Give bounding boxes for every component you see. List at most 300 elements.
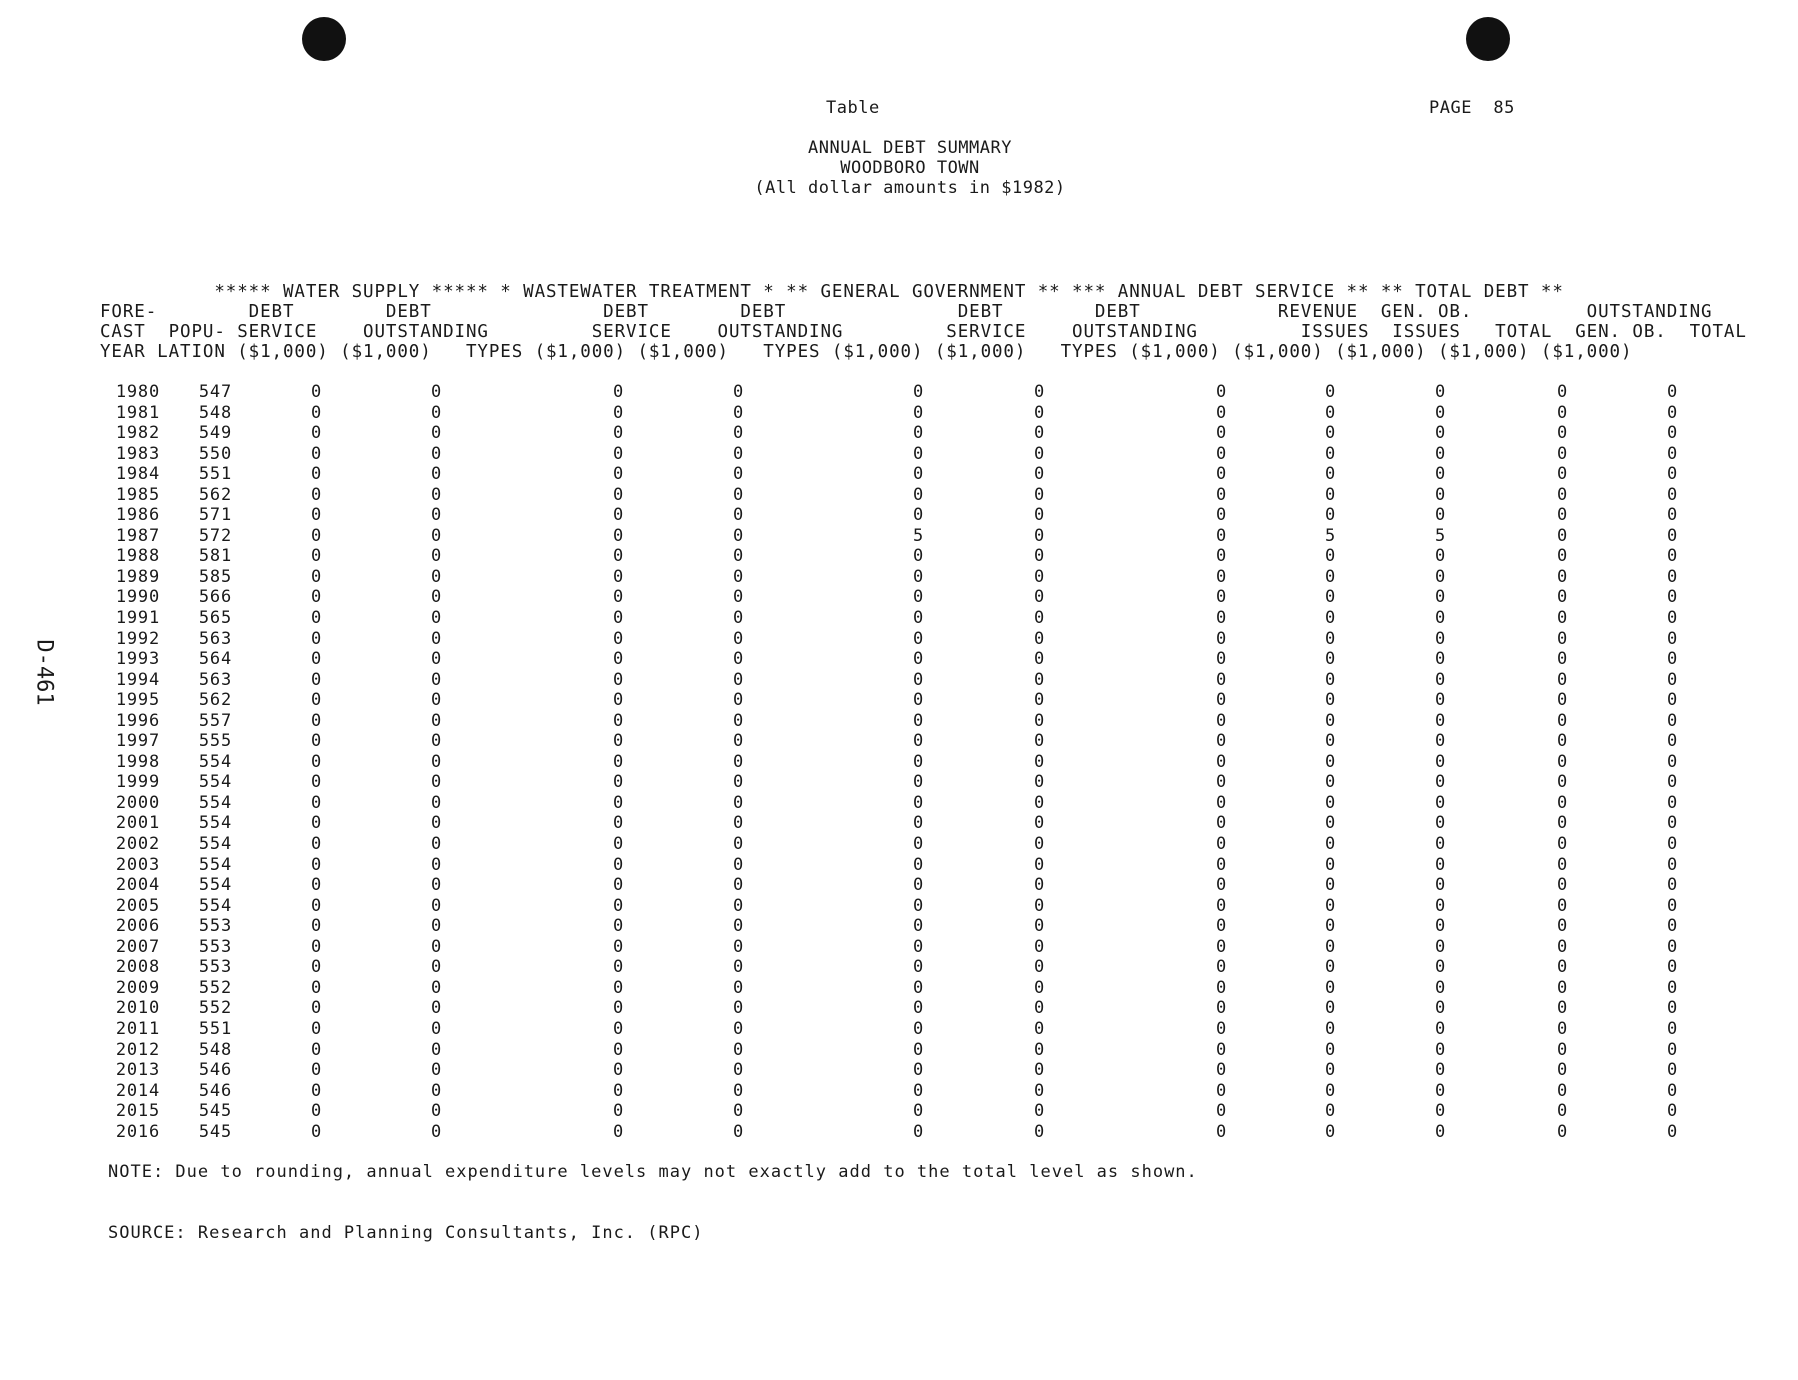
cell-rev: 0 (1215, 608, 1227, 629)
cell-ws-do: 0 (430, 608, 442, 629)
table-row (100, 731, 1678, 752)
cell-ws-do: 0 (430, 1080, 442, 1101)
cell-rev: 0 (1215, 382, 1227, 402)
cell-pop: 552 (198, 977, 232, 998)
cell-rev: 0 (1215, 402, 1227, 423)
cell-pop: 554 (198, 895, 232, 916)
cell-ww-do: 0 (732, 977, 744, 998)
cell-tot-total: 0 (1666, 936, 1678, 957)
cell-tot-total: 0 (1666, 751, 1678, 772)
cell-gg-do: 0 (1033, 690, 1045, 711)
cell-total: 0 (1434, 834, 1446, 855)
table-row (100, 587, 1678, 608)
cell-total: 0 (1434, 751, 1446, 772)
cell-year: 2004 (115, 875, 160, 896)
cell-gg-ds: 0 (912, 751, 924, 772)
cell-pop: 547 (198, 382, 232, 402)
cell-tot-gob: 0 (1556, 936, 1568, 957)
table-row (100, 998, 1678, 1019)
cell-ws-ds: 0 (310, 505, 322, 526)
column-group-header: ***** WATER SUPPLY ***** * WASTEWATER TREATMENT * ** GENERAL GOVERNMENT ** *** ANNUAL DEBT SERVICE ** ** TOTAL DEBT ** (100, 282, 1564, 302)
cell-total: 0 (1434, 382, 1446, 402)
cell-ww-ds: 0 (612, 1121, 624, 1142)
cell-gg-ds: 0 (912, 669, 924, 690)
cell-pop: 572 (198, 525, 232, 546)
cell-ww-ds: 0 (612, 608, 624, 629)
cell-ws-do: 0 (430, 669, 442, 690)
cell-tot-total: 0 (1666, 1039, 1678, 1060)
cell-gob: 0 (1324, 1060, 1336, 1081)
cell-rev: 0 (1215, 525, 1227, 546)
cell-gg-do: 0 (1033, 854, 1045, 875)
cell-tot-total: 0 (1666, 1080, 1678, 1101)
cell-ww-ds: 0 (612, 587, 624, 608)
cell-gg-ds: 0 (912, 423, 924, 444)
cell-ww-ds: 0 (612, 484, 624, 505)
cell-year: 1980 (115, 382, 160, 402)
cell-total: 0 (1434, 628, 1446, 649)
cell-total: 0 (1434, 936, 1446, 957)
cell-gg-do: 0 (1033, 608, 1045, 629)
cell-ws-ds: 0 (310, 710, 322, 731)
cell-ww-do: 0 (732, 669, 744, 690)
cell-gob: 5 (1324, 525, 1336, 546)
cell-pop: 557 (198, 710, 232, 731)
cell-total: 0 (1434, 505, 1446, 526)
cell-gg-ds: 0 (912, 464, 924, 485)
cell-ws-do: 0 (430, 792, 442, 813)
cell-rev: 0 (1215, 834, 1227, 855)
table-row (100, 855, 1678, 876)
cell-gg-do: 0 (1033, 525, 1045, 546)
cell-gob: 0 (1324, 423, 1336, 444)
cell-pop: 562 (198, 484, 232, 505)
cell-ws-ds: 0 (310, 875, 322, 896)
cell-tot-total: 0 (1666, 813, 1678, 834)
cell-tot-total: 0 (1666, 382, 1678, 402)
cell-ws-ds: 0 (310, 628, 322, 649)
cell-ww-ds: 0 (612, 936, 624, 957)
cell-gg-do: 0 (1033, 834, 1045, 855)
table-row (100, 896, 1678, 917)
cell-rev: 0 (1215, 464, 1227, 485)
cell-gg-do: 0 (1033, 423, 1045, 444)
cell-rev: 0 (1215, 669, 1227, 690)
cell-gob: 0 (1324, 957, 1336, 978)
table-row (100, 813, 1678, 834)
cell-ws-do: 0 (430, 1039, 442, 1060)
cell-tot-gob: 0 (1556, 1080, 1568, 1101)
cell-tot-gob: 0 (1556, 834, 1568, 855)
cell-tot-total: 0 (1666, 731, 1678, 752)
cell-gg-do: 0 (1033, 464, 1045, 485)
cell-year: 2010 (115, 998, 160, 1019)
cell-ws-ds: 0 (310, 484, 322, 505)
page-side-label: D-461 (31, 639, 57, 706)
cell-ws-ds: 0 (310, 1018, 322, 1039)
cell-ws-ds: 0 (310, 957, 322, 978)
cell-gg-do: 0 (1033, 792, 1045, 813)
cell-tot-total: 0 (1666, 484, 1678, 505)
cell-total: 0 (1434, 1101, 1446, 1122)
footnote: NOTE: Due to rounding, annual expenditure levels may not exactly add to the total level as shown. (108, 1162, 1198, 1182)
cell-tot-gob: 0 (1556, 402, 1568, 423)
table-row (100, 505, 1678, 526)
cell-gg-do: 0 (1033, 649, 1045, 670)
cell-ww-do: 0 (732, 382, 744, 402)
cell-year: 1998 (115, 751, 160, 772)
cell-ws-ds: 0 (310, 936, 322, 957)
cell-rev: 0 (1215, 772, 1227, 793)
cell-ww-do: 0 (732, 1121, 744, 1142)
cell-total: 0 (1434, 1060, 1446, 1081)
cell-gg-do: 0 (1033, 484, 1045, 505)
cell-pop: 563 (198, 669, 232, 690)
cell-gg-ds: 0 (912, 1101, 924, 1122)
cell-gob: 0 (1324, 772, 1336, 793)
cell-ws-do: 0 (430, 1060, 442, 1081)
cell-pop: 555 (198, 731, 232, 752)
cell-gg-ds: 0 (912, 1121, 924, 1142)
cell-tot-total: 0 (1666, 546, 1678, 567)
cell-gg-do: 0 (1033, 1080, 1045, 1101)
cell-gob: 0 (1324, 895, 1336, 916)
cell-gg-ds: 0 (912, 505, 924, 526)
cell-gg-do: 0 (1033, 998, 1045, 1019)
cell-rev: 0 (1215, 546, 1227, 567)
cell-tot-total: 0 (1666, 957, 1678, 978)
cell-pop: 563 (198, 628, 232, 649)
cell-ww-do: 0 (732, 772, 744, 793)
cell-ws-ds: 0 (310, 792, 322, 813)
cell-pop: 564 (198, 649, 232, 670)
cell-ww-do: 0 (732, 1101, 744, 1122)
cell-tot-gob: 0 (1556, 895, 1568, 916)
cell-ws-do: 0 (430, 936, 442, 957)
cell-ws-do: 0 (430, 916, 442, 937)
table-row (100, 1101, 1678, 1122)
cell-ww-do: 0 (732, 834, 744, 855)
cell-pop: 546 (198, 1060, 232, 1081)
cell-year: 2001 (115, 813, 160, 834)
cell-ww-do: 0 (732, 998, 744, 1019)
cell-year: 1984 (115, 464, 160, 485)
cell-ww-ds: 0 (612, 1080, 624, 1101)
cell-ww-do: 0 (732, 731, 744, 752)
cell-gob: 0 (1324, 1121, 1336, 1142)
cell-tot-gob: 0 (1556, 957, 1568, 978)
cell-year: 1996 (115, 710, 160, 731)
cell-ws-do: 0 (430, 484, 442, 505)
cell-tot-total: 0 (1666, 628, 1678, 649)
cell-gg-do: 0 (1033, 443, 1045, 464)
cell-gob: 0 (1324, 1039, 1336, 1060)
cell-ww-do: 0 (732, 464, 744, 485)
cell-total: 0 (1434, 443, 1446, 464)
cell-ws-do: 0 (430, 731, 442, 752)
cell-gg-do: 0 (1033, 1101, 1045, 1122)
cell-year: 1982 (115, 423, 160, 444)
table-row (100, 1040, 1678, 1061)
cell-rev: 0 (1215, 875, 1227, 896)
table-row (100, 567, 1678, 588)
cell-gg-ds: 0 (912, 484, 924, 505)
table-row (100, 1060, 1678, 1081)
cell-year: 1995 (115, 690, 160, 711)
cell-gg-ds: 0 (912, 690, 924, 711)
table-row (100, 444, 1678, 465)
cell-total: 0 (1434, 977, 1446, 998)
cell-gg-ds: 0 (912, 566, 924, 587)
cell-ws-ds: 0 (310, 525, 322, 546)
cell-pop: 554 (198, 772, 232, 793)
cell-rev: 0 (1215, 649, 1227, 670)
cell-gg-do: 0 (1033, 731, 1045, 752)
cell-gg-do: 0 (1033, 402, 1045, 423)
cell-tot-total: 0 (1666, 1018, 1678, 1039)
cell-tot-total: 0 (1666, 834, 1678, 855)
cell-ww-do: 0 (732, 792, 744, 813)
cell-tot-gob: 0 (1556, 690, 1568, 711)
cell-tot-total: 0 (1666, 669, 1678, 690)
cell-tot-total: 0 (1666, 443, 1678, 464)
cell-ws-ds: 0 (310, 649, 322, 670)
cell-ws-do: 0 (430, 628, 442, 649)
cell-tot-gob: 0 (1556, 916, 1568, 937)
cell-year: 1988 (115, 546, 160, 567)
cell-ws-do: 0 (430, 587, 442, 608)
cell-tot-total: 0 (1666, 977, 1678, 998)
cell-ws-do: 0 (430, 813, 442, 834)
cell-ws-do: 0 (430, 710, 442, 731)
cell-ww-do: 0 (732, 566, 744, 587)
cell-ws-do: 0 (430, 525, 442, 546)
cell-ww-ds: 0 (612, 546, 624, 567)
cell-gob: 0 (1324, 834, 1336, 855)
cell-ws-do: 0 (430, 957, 442, 978)
cell-rev: 0 (1215, 854, 1227, 875)
cell-total: 0 (1434, 464, 1446, 485)
cell-gob: 0 (1324, 649, 1336, 670)
cell-tot-gob: 0 (1556, 669, 1568, 690)
cell-year: 1989 (115, 566, 160, 587)
cell-total: 5 (1434, 525, 1446, 546)
cell-gg-do: 0 (1033, 710, 1045, 731)
cell-gg-do: 0 (1033, 587, 1045, 608)
cell-ww-ds: 0 (612, 813, 624, 834)
cell-gg-ds: 0 (912, 998, 924, 1019)
cell-tot-total: 0 (1666, 525, 1678, 546)
cell-gg-do: 0 (1033, 382, 1045, 402)
cell-total: 0 (1434, 710, 1446, 731)
cell-ww-do: 0 (732, 443, 744, 464)
cell-gg-ds: 0 (912, 546, 924, 567)
cell-ws-ds: 0 (310, 1039, 322, 1060)
cell-pop: 554 (198, 834, 232, 855)
cell-ww-do: 0 (732, 936, 744, 957)
cell-ws-do: 0 (430, 834, 442, 855)
cell-ww-ds: 0 (612, 916, 624, 937)
cell-ww-do: 0 (732, 505, 744, 526)
cell-tot-gob: 0 (1556, 1101, 1568, 1122)
column-header-line-3: YEAR LATION ($1,000) ($1,000) TYPES ($1,000) ($1,000) TYPES ($1,000) ($1,000) TYPES ($1,000) ($1,000) ($1,000) ($1,000) ($1,000) (100, 342, 1633, 362)
cell-total: 0 (1434, 669, 1446, 690)
cell-total: 0 (1434, 566, 1446, 587)
cell-total: 0 (1434, 1039, 1446, 1060)
cell-gg-ds: 0 (912, 443, 924, 464)
cell-ww-ds: 0 (612, 834, 624, 855)
cell-ww-ds: 0 (612, 464, 624, 485)
cell-gg-ds: 0 (912, 731, 924, 752)
cell-year: 2006 (115, 916, 160, 937)
cell-pop: 553 (198, 916, 232, 937)
cell-year: 2000 (115, 792, 160, 813)
cell-ws-do: 0 (430, 402, 442, 423)
table-row (100, 608, 1678, 629)
cell-pop: 551 (198, 464, 232, 485)
cell-ww-ds: 0 (612, 690, 624, 711)
cell-pop: 565 (198, 608, 232, 629)
cell-tot-gob: 0 (1556, 546, 1568, 567)
cell-gg-ds: 0 (912, 382, 924, 402)
cell-tot-total: 0 (1666, 649, 1678, 670)
cell-rev: 0 (1215, 443, 1227, 464)
cell-ws-ds: 0 (310, 1080, 322, 1101)
cell-ww-do: 0 (732, 546, 744, 567)
cell-gg-ds: 0 (912, 1060, 924, 1081)
cell-pop: 571 (198, 505, 232, 526)
cell-pop: 562 (198, 690, 232, 711)
cell-ws-ds: 0 (310, 834, 322, 855)
cell-year: 1997 (115, 731, 160, 752)
cell-gg-ds: 0 (912, 916, 924, 937)
cell-gg-do: 0 (1033, 1039, 1045, 1060)
cell-ww-ds: 0 (612, 731, 624, 752)
cell-tot-gob: 0 (1556, 875, 1568, 896)
cell-ws-do: 0 (430, 854, 442, 875)
table-row (100, 957, 1678, 978)
cell-rev: 0 (1215, 977, 1227, 998)
cell-tot-gob: 0 (1556, 525, 1568, 546)
cell-pop: 549 (198, 423, 232, 444)
cell-gob: 0 (1324, 875, 1336, 896)
page-number: PAGE 85 (1429, 98, 1515, 118)
cell-gob: 0 (1324, 546, 1336, 567)
cell-pop: 553 (198, 957, 232, 978)
cell-rev: 0 (1215, 587, 1227, 608)
cell-total: 0 (1434, 731, 1446, 752)
cell-ww-do: 0 (732, 854, 744, 875)
cell-total: 0 (1434, 998, 1446, 1019)
table-row (100, 937, 1678, 958)
cell-tot-total: 0 (1666, 566, 1678, 587)
cell-tot-total: 0 (1666, 690, 1678, 711)
cell-ww-do: 0 (732, 1080, 744, 1101)
cell-total: 0 (1434, 813, 1446, 834)
cell-ww-ds: 0 (612, 628, 624, 649)
cell-ws-ds: 0 (310, 464, 322, 485)
cell-ww-do: 0 (732, 751, 744, 772)
header-left-title: Table (826, 98, 880, 118)
cell-pop: 554 (198, 751, 232, 772)
cell-gob: 0 (1324, 587, 1336, 608)
cell-ws-ds: 0 (310, 669, 322, 690)
cell-gob: 0 (1324, 1101, 1336, 1122)
cell-ww-do: 0 (732, 875, 744, 896)
cell-ws-do: 0 (430, 464, 442, 485)
cell-gg-ds: 0 (912, 936, 924, 957)
cell-total: 0 (1434, 608, 1446, 629)
cell-total: 0 (1434, 649, 1446, 670)
cell-ws-ds: 0 (310, 895, 322, 916)
cell-ww-ds: 0 (612, 792, 624, 813)
cell-ww-do: 0 (732, 402, 744, 423)
cell-rev: 0 (1215, 1039, 1227, 1060)
cell-pop: 554 (198, 875, 232, 896)
cell-tot-gob: 0 (1556, 443, 1568, 464)
cell-ws-ds: 0 (310, 916, 322, 937)
cell-total: 0 (1434, 916, 1446, 937)
cell-total: 0 (1434, 484, 1446, 505)
cell-ww-ds: 0 (612, 443, 624, 464)
cell-ww-ds: 0 (612, 875, 624, 896)
cell-pop: 566 (198, 587, 232, 608)
cell-tot-total: 0 (1666, 916, 1678, 937)
cell-gob: 0 (1324, 443, 1336, 464)
cell-pop: 552 (198, 998, 232, 1019)
cell-ws-do: 0 (430, 423, 442, 444)
cell-ww-ds: 0 (612, 710, 624, 731)
cell-ww-do: 0 (732, 1039, 744, 1060)
cell-pop: 554 (198, 854, 232, 875)
cell-gg-do: 0 (1033, 916, 1045, 937)
cell-gob: 0 (1324, 731, 1336, 752)
title-line-2: WOODBORO TOWN (840, 158, 980, 178)
table-row (100, 772, 1678, 793)
cell-total: 0 (1434, 423, 1446, 444)
cell-year: 1992 (115, 628, 160, 649)
cell-tot-gob: 0 (1556, 423, 1568, 444)
cell-ww-ds: 0 (612, 895, 624, 916)
cell-tot-gob: 0 (1556, 751, 1568, 772)
cell-ws-ds: 0 (310, 854, 322, 875)
cell-total: 0 (1434, 1121, 1446, 1142)
cell-total: 0 (1434, 957, 1446, 978)
title-line-1: ANNUAL DEBT SUMMARY (808, 138, 1012, 158)
cell-gob: 0 (1324, 690, 1336, 711)
cell-ww-ds: 0 (612, 1101, 624, 1122)
cell-tot-total: 0 (1666, 423, 1678, 444)
cell-ws-ds: 0 (310, 443, 322, 464)
cell-gob: 0 (1324, 505, 1336, 526)
cell-ws-do: 0 (430, 875, 442, 896)
cell-ws-ds: 0 (310, 813, 322, 834)
cell-rev: 0 (1215, 957, 1227, 978)
cell-gg-do: 0 (1033, 505, 1045, 526)
cell-rev: 0 (1215, 1060, 1227, 1081)
cell-ws-do: 0 (430, 690, 442, 711)
cell-gg-ds: 0 (912, 792, 924, 813)
cell-gob: 0 (1324, 710, 1336, 731)
cell-total: 0 (1434, 792, 1446, 813)
cell-gg-ds: 0 (912, 834, 924, 855)
cell-year: 2009 (115, 977, 160, 998)
cell-year: 2003 (115, 854, 160, 875)
cell-year: 2014 (115, 1080, 160, 1101)
table-row (100, 670, 1678, 691)
cell-pop: 551 (198, 1018, 232, 1039)
cell-ww-ds: 0 (612, 854, 624, 875)
